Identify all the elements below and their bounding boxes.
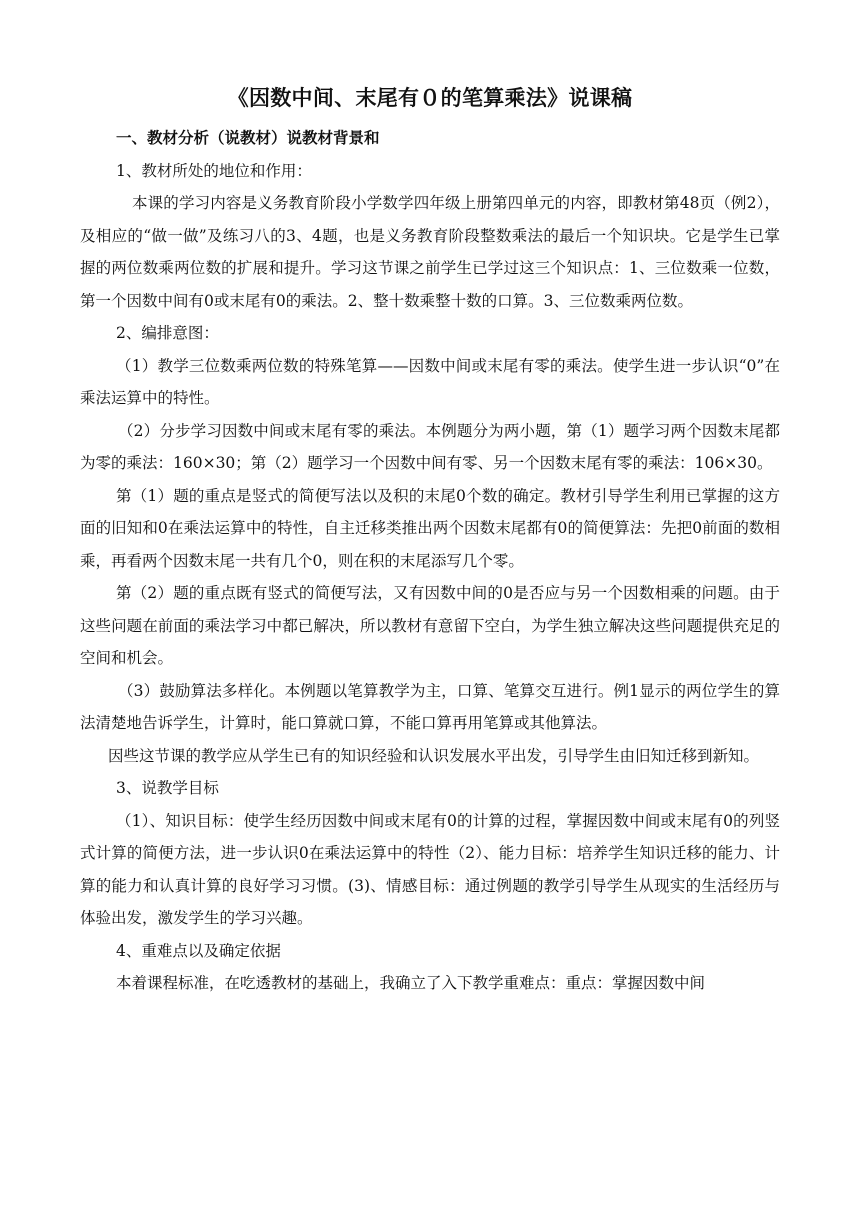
item-heading-key-difficulties: 4、重难点以及确定依据 (116, 941, 281, 960)
paragraph-key-difficulties: 本着课程标准，在吃透教材的基础上，我确立了入下教学重难点：重点：掌握因数中间 (116, 974, 706, 992)
paragraph-position-role: 本课的学习内容是义务教育阶段小学数学四年级上册第四单元的内容，即教材第48页（例2），及相应的“做一做”及练习八的3、4题，也是义务教育阶段整数乘法的最后一个知识块。它是学生已掌握的两位数乘两位数的扩展和提升。学习这节课之前学生已学过这三个知识点：1、三位数乘一位数，第一个因数中间有0或末尾有0的乘法。2、整十数乘整十数的口算。3、三位数乘两位数。 (80, 194, 780, 310)
section-heading-textbook-analysis: 一、教材分析（说教材）说教材背景和 (116, 128, 380, 147)
paragraph-problem-1-focus: 第（1）题的重点是竖式的简便写法以及积的末尾0个数的确定。教材引导学生利用已掌握的这方面的旧知和0在乘法运算中的特性，自主迁移类推出两个因数末尾都有0的简便算法：先把0前面的数相乘，再看两个因数末尾一共有几个0，则在积的末尾添写几个零。 (80, 486, 780, 570)
document-title: 《因数中间、末尾有０的笔算乘法》说课稿 (227, 85, 633, 110)
paragraph-intent-2: （2）分步学习因数中间或末尾有零的乘法。本例题分为两小题，第（1）题学习两个因数末尾都为零的乘法：160×30；第（2）题学习一个因数中间有零、另一个因数末尾有零的乘法：106×30。 (80, 421, 780, 472)
item-heading-arrangement-intent: 2、编排意图： (116, 324, 219, 342)
item-heading-position-role: 1、教材所处的地位和作用： (116, 161, 312, 180)
paragraph-intent-3: （3）鼓励算法多样化。本例题以笔算教学为主，口算、笔算交互进行。例1显示的两位学生的算法清楚地告诉学生，计算时，能口算就口算，不能口算再用笔算或其他算法。 (80, 681, 780, 732)
paragraph-conclusion: 因些这节课的教学应从学生已有的知识经验和认识发展水平出发，引导学生由旧知迁移到新知。 (108, 746, 760, 765)
paragraph-problem-2-focus: 第（2）题的重点既有竖式的简便写法，又有因数中间的0是否应与另一个因数相乘的问题。由于这些问题在前面的乘法学习中都已解决，所以教材有意留下空白，为学生独立解决这些问题提供充足的空间和机会。 (80, 584, 780, 667)
paragraph-teaching-goals: （1）、知识目标：使学生经历因数中间或末尾有0的计算的过程，掌握因数中间或末尾有0的列竖式计算的简便方法，进一步认识0在乘法运算中的特性（2）、能力目标：培养学生知识迁移的能力、计算的能力和认真计算的良好学习习惯。(3)、情感目标：通过例题的教学引导学生从现实的生活经历与体验出发，激发学生的学习兴趣。 (80, 811, 780, 927)
item-heading-teaching-goals: 3、说教学目标 (116, 779, 219, 797)
paragraph-intent-1: （1）教学三位数乘两位数的特殊笔算——因数中间或末尾有零的乘法。使学生进一步认识“0”在乘法运算中的特性。 (80, 356, 780, 407)
